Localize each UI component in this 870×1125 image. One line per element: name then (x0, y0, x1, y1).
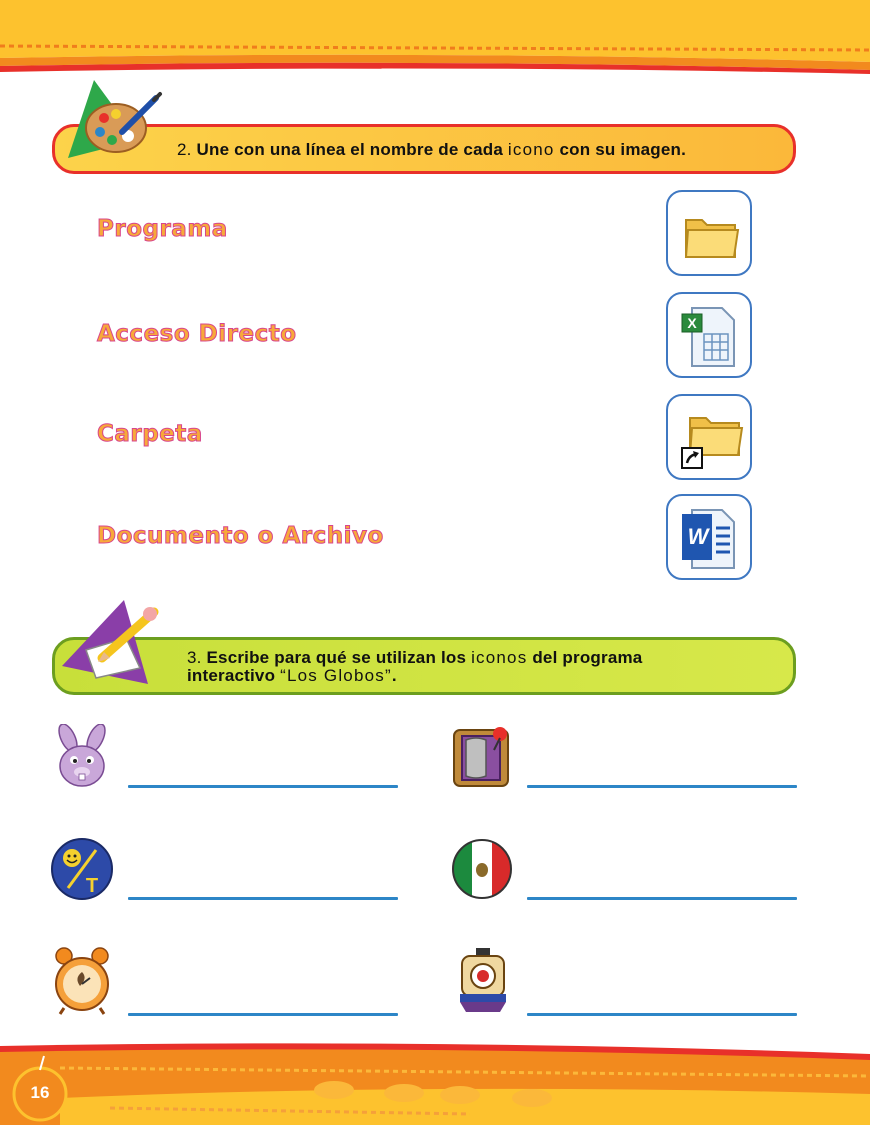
instruction-end: . (391, 666, 397, 685)
answer-line[interactable] (527, 785, 797, 788)
exercise-3-banner (52, 637, 796, 695)
exercise-number: 3. (187, 648, 202, 667)
svg-text:X: X (687, 315, 697, 331)
instruction-bold-a: Escribe para qué se utilizan los (206, 648, 467, 667)
alarm-clock-icon (50, 946, 114, 1021)
answer-line[interactable] (128, 897, 398, 900)
instruction-bold-end: con su imagen. (559, 140, 687, 159)
svg-text:W: W (687, 524, 709, 549)
answer-line[interactable] (128, 785, 398, 788)
instruction-bold-text: Une con una línea el nombre de cada (196, 140, 503, 159)
exercise-3-instruction (187, 649, 642, 685)
svg-text:T: T (85, 875, 99, 897)
answer-line[interactable] (527, 897, 797, 900)
mexico-flag-icon (450, 836, 514, 907)
instruction-quote: “Los Globos” (280, 666, 392, 685)
word-carpeta: Carpeta (97, 421, 203, 447)
smiley-letter-icon (50, 836, 114, 907)
top-decorative-band (0, 0, 870, 80)
excel-file-icon[interactable] (666, 292, 752, 378)
train-icon (456, 946, 510, 1021)
bottom-decorative-band (0, 1038, 870, 1125)
instruction-thin-word: icono (507, 140, 555, 159)
instruction-bold-c: interactivo (187, 666, 276, 685)
pencil-paper-icon (62, 600, 162, 695)
answer-line[interactable] (128, 1013, 398, 1016)
exercise-2-instruction (177, 140, 686, 160)
paint-palette-icon (68, 80, 164, 169)
exercise-number: 2. (177, 140, 192, 159)
door-exit-icon (450, 724, 514, 795)
word-documento-o-archivo: Documento o Archivo (97, 523, 384, 549)
instruction-bold-b: del programa (532, 648, 643, 667)
answer-line[interactable] (527, 1013, 797, 1016)
folder-shortcut-icon[interactable] (666, 394, 752, 480)
word-programa: Programa (97, 216, 228, 242)
instruction-thin-word: iconos (471, 648, 528, 667)
word-acceso-directo: Acceso Directo (97, 321, 297, 347)
rabbit-icon (50, 724, 114, 795)
word-document-icon[interactable] (666, 494, 752, 580)
folder-icon[interactable] (666, 190, 752, 276)
page-number: 16 (30, 1083, 50, 1102)
